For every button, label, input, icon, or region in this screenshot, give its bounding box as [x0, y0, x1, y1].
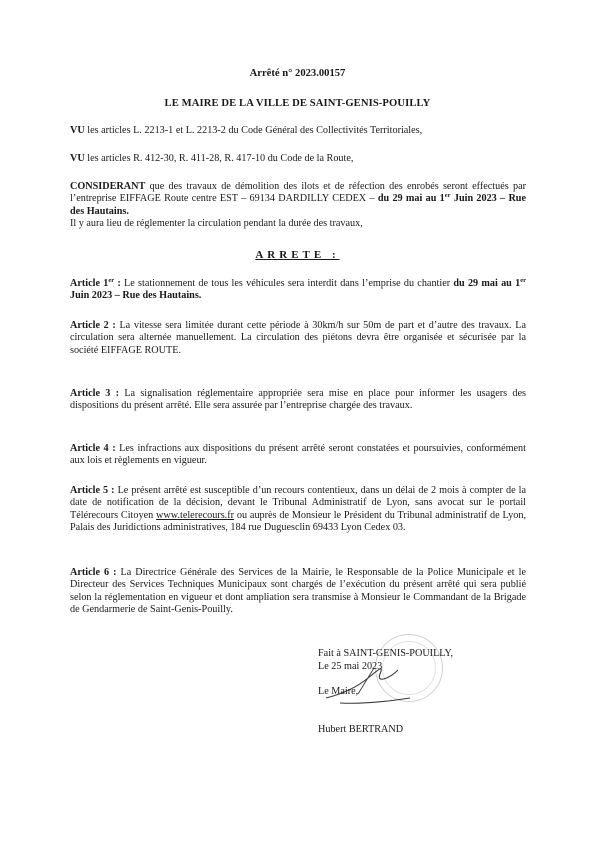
article-4 [70, 443, 526, 468]
article-label: Article 1er : [70, 277, 121, 289]
decree-reference: Arrêté n° 2023.00157 [249, 68, 346, 79]
article-3 [70, 388, 526, 413]
article-text: La vitesse sera limitée durant cette période à 30km/h sur 50m de part et d’autre des travaux. La circulation sera alternée manuellement. La circulation des piétons devra être organisée et sécurisée par la société EIFFAGE ROUTE. [70, 320, 526, 356]
considerant-paragraph [70, 181, 526, 230]
article-label: Article 5 : [70, 485, 115, 496]
article-label: Article 2 : [70, 320, 116, 331]
signature-role: Le Maire, [318, 686, 359, 697]
article-label: Article 6 : [70, 567, 117, 578]
article-6 [70, 567, 526, 616]
arrete-heading: ARRETE : [255, 249, 340, 261]
signature-place: Fait à SAINT-GENIS-POUILLY, [318, 648, 454, 659]
article-text: Le stationnement de tous les véhicules sera interdit dans l’emprise du chantier [120, 278, 454, 289]
vu-text: les articles L. 2213-1 et L. 2213-2 du Code Général des Collectivités Territoriales, [84, 125, 423, 136]
considerant-dates: du 29 mai au 1er Juin 2023 – Rue des Hautains. [70, 192, 526, 217]
telerecours-link[interactable]: www.telerecours.fr [156, 509, 235, 521]
article-2 [70, 320, 526, 357]
vu-label: VU [70, 153, 85, 164]
signatory-name: Hubert BERTRAND [318, 724, 404, 735]
article-dates: du 29 mai au 1er Juin 2023 – Rue des Hautains. [70, 277, 526, 302]
article-5: Article 5 : Le présent arrêté est susceptible d’un recours contentieux, dans un délai de 2 mois à compter de la date de notification de la décision, devant le Tribunal Administratif de Lyon, sans avocat sur le portail Télérecours Citoyen www.telerecours.fr ou auprès de Monsieur le Président du Tribunal administratif de Lyon, Palais des Juridictions administratives, 184 rue Duguesclin 69433 Lyon Cedex 03. [70, 485, 526, 533]
article-text: La Directrice Générale des Services de la Mairie, le Responsable de la Police Municipale et le Directeur des Services Techniques Municipaux sont chargés de l’exécution du présent arrêté qui sera publié selon la réglementation en vigueur et dont ampliation sera transmise à Monsieur le Commandant de la Brigade de Gendarmerie de Saint-Genis-Pouilly. [70, 567, 526, 615]
article-1 [70, 278, 526, 303]
vu-text: les articles R. 412-30, R. 411-28, R. 417-10 du Code de la Route, [84, 153, 354, 164]
mayor-title: LE MAIRE DE LA VILLE DE SAINT-GENIS-POUILLY [164, 98, 431, 109]
signature-date: Le 25 mai 2023 [318, 661, 383, 672]
visa-vu-2 [70, 153, 526, 165]
article-label: Article 3 : [70, 388, 120, 399]
considerant-label: CONSIDERANT [70, 181, 146, 192]
considerant-text: que des travaux de démolition des ilots et de réfection des enrobés seront effectués par l’entreprise EIFFAGE Route centre EST – 69134 DARDILLY CEDEX – [70, 181, 526, 205]
vu-label: VU [70, 125, 85, 136]
article-text: Les infractions aux dispositions du présent arrêté seront constatées et poursuivies, conformément aux lois et règlements en vigueur. [70, 443, 526, 467]
considerant-line-2: Il y aura lieu de réglementer la circulation pendant la durée des travaux, [70, 217, 363, 229]
article-text: La signalisation réglementaire appropriée sera mise en place pour informer les usagers des dispositions du présent arrêté. Elle sera assurée par l’entreprise chargée des travaux. [70, 388, 526, 412]
article-label: Article 4 : [70, 443, 116, 454]
signature-block [318, 648, 528, 737]
visa-vu-1 [70, 125, 526, 137]
article-text: Le présent arrêté est susceptible d’un recours contentieux, dans un délai de 2 mois à compter de la date de notification de la décision, devant le Tribunal Administratif de Lyon, sans avocat sur le portail Télérecours Citoyen [70, 485, 526, 521]
